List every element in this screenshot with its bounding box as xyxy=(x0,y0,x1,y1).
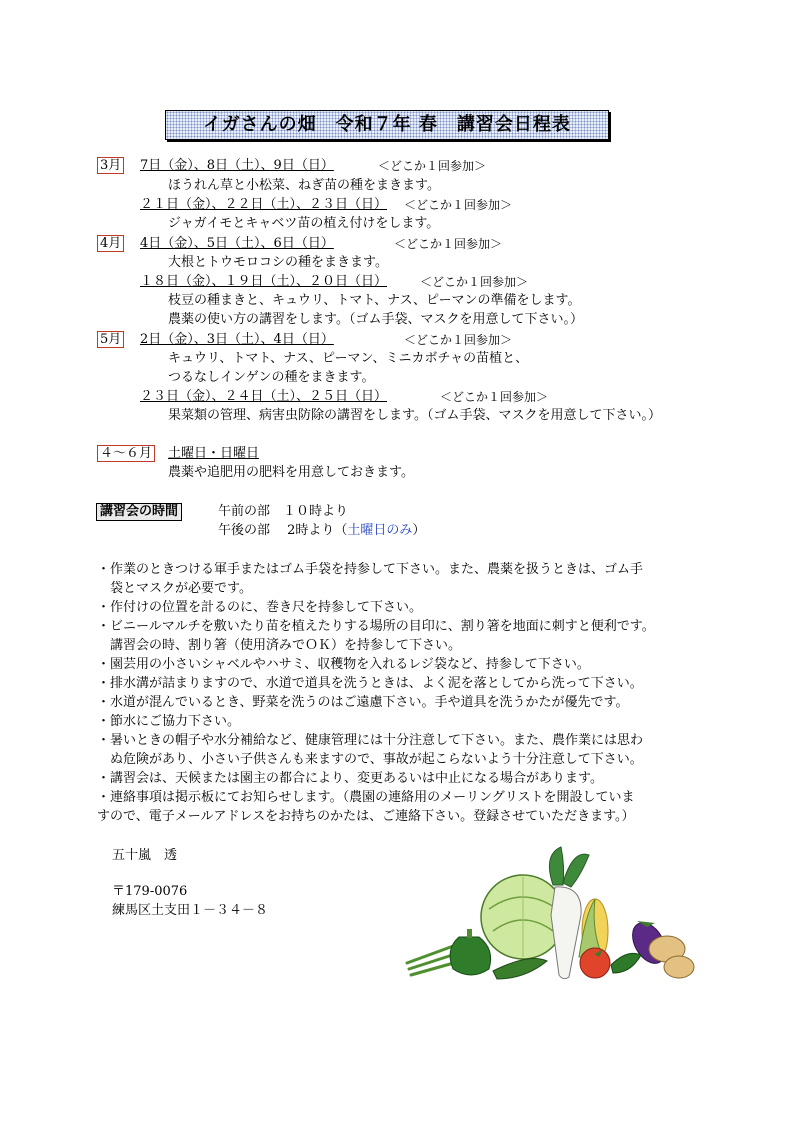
note-line: 講習会の時、割り箸（使用済みでＯＫ）を持参して下さい。 xyxy=(97,638,462,653)
april-session2-note: ＜どこか１回参加＞ xyxy=(420,275,529,289)
may-session1-note: ＜どこか１回参加＞ xyxy=(404,333,513,347)
may-session2-note: ＜どこか１回参加＞ xyxy=(440,390,549,404)
march-session2-dates: ２１日（金）、２２日（土）、２３日（日） xyxy=(140,197,388,212)
tomato-icon xyxy=(580,948,610,978)
contact-name: 五十嵐 透 xyxy=(112,848,178,863)
month-tag-march: 3月 xyxy=(97,157,124,175)
note-line: ・園芸用の小さいシャベルやハサミ、収穫物を入れるレジ袋など、持参して下さい。 xyxy=(97,657,590,672)
april-session1-note: ＜どこか１回参加＞ xyxy=(394,237,503,251)
session-afternoon: 午後の部 2時より（土曜日のみ） xyxy=(218,523,426,538)
page-title: イガさんの畑 令和７年 春 講習会日程表 xyxy=(165,110,609,140)
march-session2-note: ＜どこか１回参加＞ xyxy=(404,198,513,212)
note-line: ・暑いときの帽子や水分補給など、健康管理には十分注意して下さい。また、農作業には思わ xyxy=(97,733,644,748)
note-line: ・水道が混んでいるとき、野菜を洗うのはご遠慮下さい。手や道具を洗うかたが優先です。 xyxy=(97,695,629,710)
april-session2-desc-1: 枝豆の種まきと、キュウリ、トマト、ナス、ピーマンの準備をします。 xyxy=(168,293,581,308)
cucumber-icon xyxy=(493,959,547,979)
note-line: 袋とマスクが必要です。 xyxy=(97,581,252,596)
april-session1-desc: 大根とトウモロコシの種をまきます。 xyxy=(168,255,388,270)
green-pepper-icon xyxy=(450,929,491,975)
apr-jun-days: 土曜日・日曜日 xyxy=(168,446,260,461)
may-session2-dates: ２３日（金）、２４日（土）、２５日（日） xyxy=(140,389,388,404)
note-line: ・ビニールマルチを敷いたり苗を植えたりする場所の目印に、割り箸を地面に刺すと便利です。 xyxy=(97,619,655,634)
month-tag-may: 5月 xyxy=(97,331,124,349)
march-session1-dates: 7日（金）、8日（土）、9日（日） xyxy=(140,158,334,173)
note-line: ぬ危険があり、小さい子供さんも来ますので、事故が起こらないよう十分注意して下さい。 xyxy=(97,752,643,767)
note-line: すので、電子メールアドレスをお持ちのかたは、ご連絡下さい。登録させていただきます。） xyxy=(97,809,635,824)
march-session1-note: ＜どこか１回参加＞ xyxy=(378,159,487,173)
april-session2-desc-2: 農薬の使い方の講習をします。（ゴム手袋、マスクを用意して下さい。） xyxy=(168,312,583,327)
session-times-label: 講習会の時間 xyxy=(96,503,182,521)
march-session1-desc: ほうれん草と小松菜、ねぎ苗の種をまきます。 xyxy=(168,178,440,193)
april-session2-dates: １８日（金）、１９日（土）、２０日（日） xyxy=(140,274,388,289)
may-session1-desc-2: つるなしインゲンの種をまきます。 xyxy=(168,370,375,385)
potato-icon xyxy=(649,936,694,978)
session-morning: 午前の部 １０時より xyxy=(218,504,349,519)
vegetables-illustration xyxy=(405,845,697,985)
chili-icon xyxy=(611,953,641,973)
may-session1-desc-1: キュウリ、トマト、ナス、ピーマン、ミニカボチャの苗植と、 xyxy=(168,351,529,366)
note-line: ・排水溝が詰まりますので、水道で道具を洗うときは、よく泥を落としてから洗って下さい。 xyxy=(97,676,643,691)
saturday-only-note: 土曜日のみ xyxy=(347,523,413,538)
march-session2-desc: ジャガイモとキャベツ苗の植え付けをします。 xyxy=(168,216,440,231)
radish-leaves-icon xyxy=(549,847,589,887)
note-line: ・連絡事項は掲示板にてお知らせします。（農園の連絡用のメーリングリストを開設していま xyxy=(97,790,635,805)
note-line: ・節水にご協力下さい。 xyxy=(97,714,241,729)
month-tag-april: 4月 xyxy=(97,235,124,253)
contact-address: 練馬区土支田１－３４－８ xyxy=(112,903,269,918)
note-line: ・作業のときつける軍手またはゴム手袋を持参して下さい。また、農薬を扱うときは、ゴム手 xyxy=(97,562,644,577)
month-tag-apr-jun: ４～６月 xyxy=(97,445,155,463)
may-session1-dates: 2日（金）、3日（土）、4日（日） xyxy=(140,332,334,347)
may-session2-desc: 果菜類の管理、病害虫防除の講習をします。（ゴム手袋、マスクを用意して下さい。） xyxy=(168,408,661,423)
contact-postal: 〒179-0076 xyxy=(112,884,188,899)
daikon-icon xyxy=(551,887,581,979)
april-session1-dates: 4日（金）、5日（土）、6日（日） xyxy=(140,236,334,251)
apr-jun-desc: 農薬や追肥用の肥料を用意しておきます。 xyxy=(168,465,414,480)
note-line: ・講習会は、天候または園主の都合により、変更あるいは中止になる場合があります。 xyxy=(97,771,603,786)
note-line: ・作付けの位置を計るのに、巻き尺を持参して下さい。 xyxy=(97,600,423,615)
